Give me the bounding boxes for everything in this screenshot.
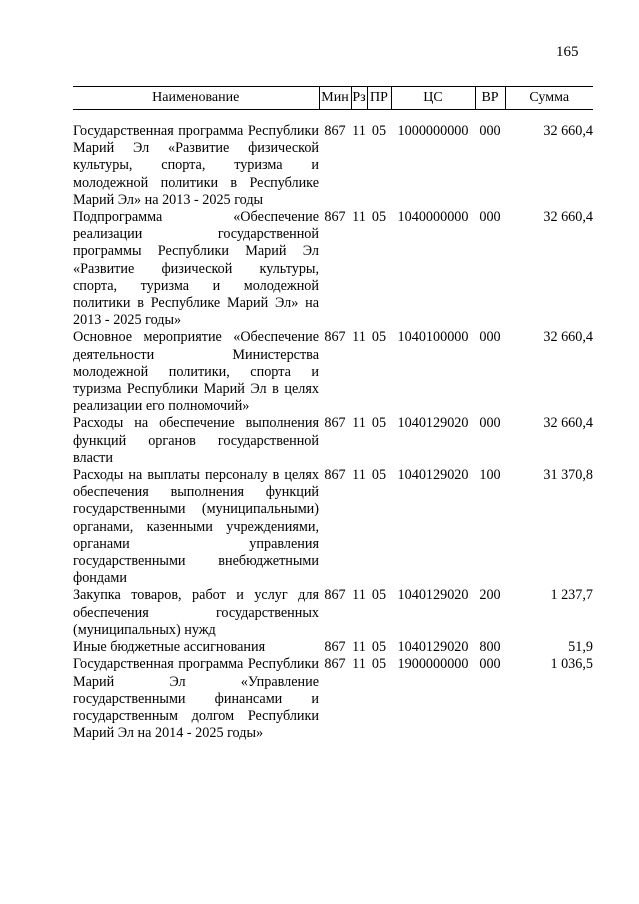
cell-name: Иные бюджетные ассигнования: [73, 639, 266, 656]
page-number: 165: [556, 44, 579, 60]
cell-vr: 000: [479, 329, 501, 346]
table-row: [73, 209, 593, 329]
table-row: [73, 123, 593, 209]
table-row: [73, 467, 593, 587]
cell-pr: 05: [371, 329, 387, 346]
cell-cs: 1040129020: [397, 639, 469, 656]
cell-cs: 1900000000: [397, 656, 469, 673]
column-header-name: Наименование: [73, 87, 319, 110]
cell-sum: 31 370,8: [543, 467, 593, 484]
column-header-sum: Сумма: [505, 87, 593, 110]
cell-pr: 05: [371, 415, 387, 432]
cell-min: 867: [324, 329, 346, 346]
cell-min: 867: [324, 467, 346, 484]
cell-rz: 11: [352, 587, 366, 604]
cell-cs: 1040129020: [397, 467, 469, 484]
cell-pr: 05: [371, 209, 387, 226]
table-row: [73, 639, 593, 656]
cell-pr: 05: [371, 467, 387, 484]
cell-sum: 32 660,4: [543, 209, 593, 226]
cell-rz: 11: [352, 639, 366, 656]
cell-name: Государственная программа Республики Марий Эл «Управление государственными финансами и государственным долгом Республики Марий Эл на 2014 - 2025 годы»: [73, 656, 319, 742]
cell-sum: 1 237,7: [550, 587, 593, 604]
table-row: [73, 329, 593, 415]
cell-name: Государственная программа Республики Марий Эл «Развитие физической культуры, спорта, туризма и молодежной политики в Республике Марий Эл» на 2013 - 2025 годы: [73, 123, 319, 208]
cell-sum: 32 660,4: [543, 329, 593, 346]
budget-table: [73, 86, 593, 742]
cell-vr: 100: [479, 467, 501, 484]
column-header-vr: ВР: [475, 87, 505, 110]
cell-pr: 05: [371, 656, 387, 673]
cell-min: 867: [324, 209, 346, 226]
table-header-row: [73, 87, 593, 110]
column-header-cs: ЦС: [391, 87, 475, 110]
cell-pr: 05: [371, 587, 387, 604]
cell-name: Расходы на выплаты персоналу в целях обеспечения выполнения функций государственными (муниципальными) органами, казенными учреждениями, органами управления государственными внебюджетными фондами: [73, 467, 319, 587]
cell-min: 867: [324, 123, 346, 139]
cell-cs: 1040129020: [397, 587, 469, 604]
column-header-pr: ПР: [367, 87, 391, 110]
cell-name: Подпрограмма «Обеспечение реализации государственной программы Республики Марий Эл «Развитие физической культуры, спорта, туризма и молодежной политики в Республике Марий Эл» на 2013 - 2025 годы»: [73, 209, 319, 329]
cell-rz: 11: [352, 329, 366, 346]
cell-rz: 11: [352, 467, 366, 484]
cell-vr: 000: [479, 656, 501, 673]
cell-cs: 1040129020: [397, 415, 469, 432]
table-row: [73, 587, 593, 639]
cell-sum: 51,9: [568, 639, 593, 656]
header-spacer: [73, 110, 593, 124]
cell-name: Расходы на обеспечение выполнения функций органов государственной власти: [73, 415, 319, 466]
cell-rz: 11: [352, 415, 366, 432]
cell-cs: 1040100000: [397, 329, 469, 346]
cell-name: Основное мероприятие «Обеспечение деятельности Министерства молодежной политики, спорта и туризма Республики Марий Эл в целях реализации его полномочий»: [73, 329, 319, 415]
cell-sum: 1 036,5: [550, 656, 593, 673]
cell-pr: 05: [371, 639, 387, 656]
cell-min: 867: [324, 639, 346, 656]
cell-sum: 32 660,4: [543, 123, 593, 139]
table-row: [73, 656, 593, 742]
cell-rz: 11: [352, 656, 366, 673]
cell-sum: 32 660,4: [543, 415, 593, 432]
cell-vr: 000: [479, 415, 501, 432]
cell-vr: 800: [479, 639, 501, 656]
cell-rz: 11: [352, 123, 366, 139]
cell-min: 867: [324, 656, 346, 673]
cell-min: 867: [324, 587, 346, 604]
table-row: [73, 415, 593, 467]
cell-min: 867: [324, 415, 346, 432]
cell-vr: 000: [479, 209, 501, 226]
cell-pr: 05: [371, 123, 387, 139]
column-header-rz: Рз: [351, 87, 367, 110]
column-header-min: Мин: [319, 87, 351, 110]
cell-cs: 1000000000: [397, 123, 469, 139]
cell-cs: 1040000000: [397, 209, 469, 226]
cell-vr: 200: [479, 587, 501, 604]
cell-rz: 11: [352, 209, 366, 226]
cell-vr: 000: [479, 123, 501, 139]
cell-name: Закупка товаров, работ и услуг для обеспечения государственных (муниципальных) нужд: [73, 587, 319, 638]
